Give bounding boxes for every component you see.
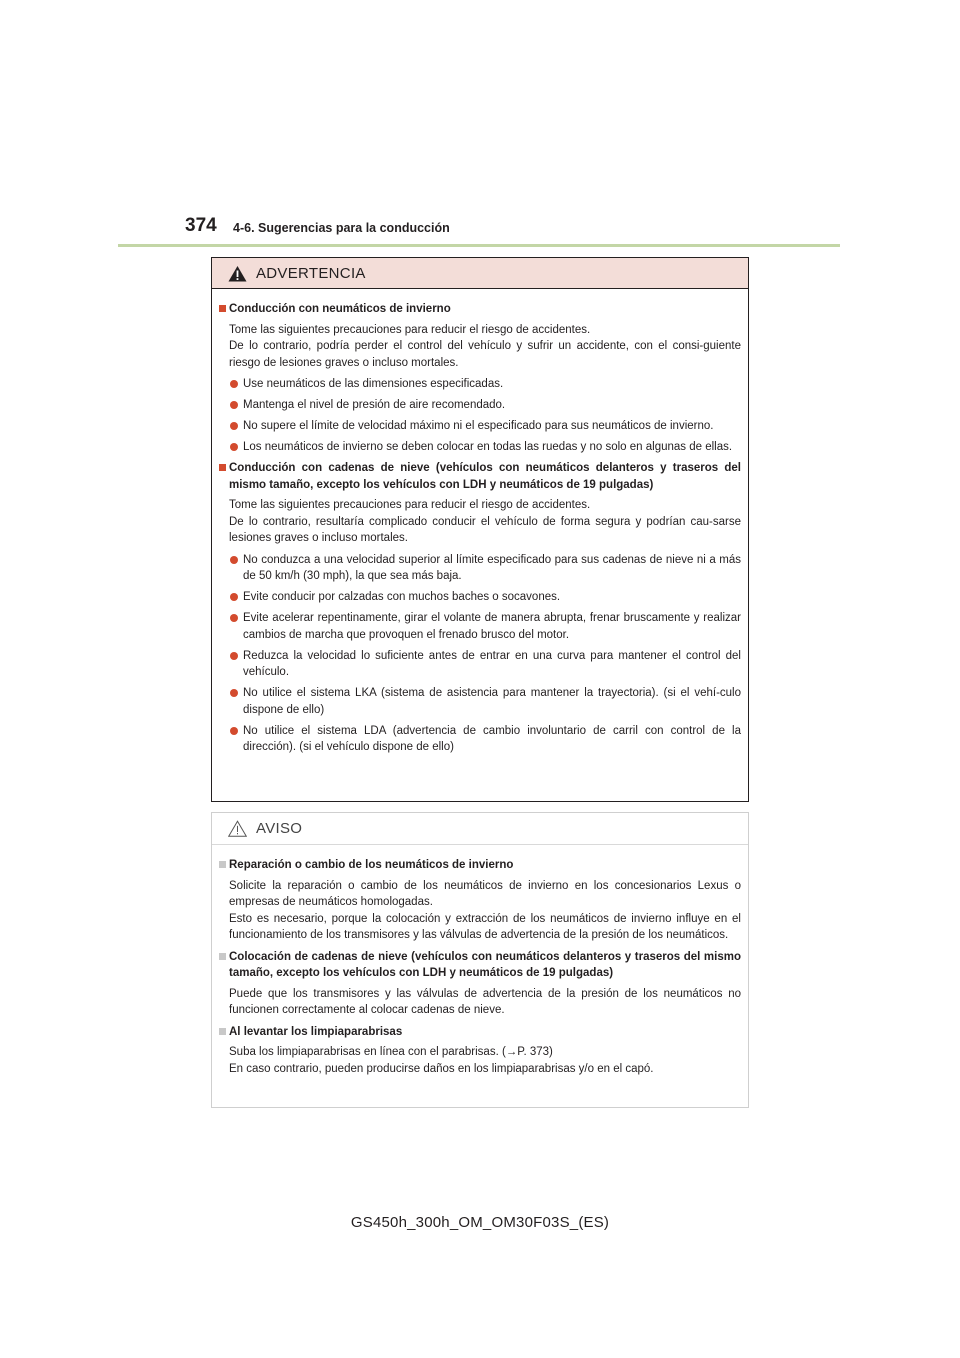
section-heading: Al levantar los limpiaparabrisas	[219, 1024, 741, 1041]
section-heading: Conducción con neumáticos de invierno	[219, 301, 741, 318]
bullet-item: No utilice el sistema LKA (sistema de asistencia para mantener la trayectoria). (si el vehí-culo dispone de ello)	[219, 685, 741, 718]
paragraph: Tome las siguientes precauciones para reducir el riesgo de accidentes.	[229, 499, 591, 511]
warning-title: ADVERTENCIA	[256, 264, 366, 282]
header-rule	[118, 244, 840, 247]
paragraph: Solicite la reparación o cambio de los neumáticos de invierno en los concesionarios Lexus o empresas de neumáticos homologadas.	[229, 879, 741, 908]
section-heading: Conducción con cadenas de nieve (vehículos con neumáticos delanteros y traseros del mismo tamaño, excepto los vehículos con LDH y neumáticos de 19 pulgadas)	[219, 460, 741, 493]
bullet-item: No conduzca a una velocidad superior al límite especificado para sus cadenas de nieve ni a más de 50 km/h (30 mph), la que sea más baja.	[219, 552, 741, 585]
warning-box	[211, 257, 749, 802]
paragraph: De lo contrario, resultaría complicado conducir el vehículo de forma segura y podrían cau-sarse lesiones graves o incluso mortales.	[229, 515, 741, 544]
bullet-item: Use neumáticos de las dimensiones especificadas.	[219, 376, 741, 393]
warning-triangle-icon	[228, 265, 247, 282]
bullet-item: Los neumáticos de invierno se deben colocar en todas las ruedas y no solo en algunas de ellas.	[219, 439, 741, 456]
warning-header	[212, 258, 748, 289]
bullet-item: No utilice el sistema LDA (advertencia de cambio involuntario de carril con control de la dirección). (si el vehículo dispone de ello)	[219, 723, 741, 756]
document-code: GS450h_300h_OM_OM30F03S_(ES)	[350, 1214, 610, 1231]
section-heading: Colocación de cadenas de nieve (vehículos con neumáticos delanteros y traseros del mismo tamaño, excepto los vehículos con LDH y neumáticos de 19 pulgadas)	[219, 949, 741, 982]
paragraph: De lo contrario, podría perder el control del vehículo y sufrir un accidente, con el consi-guiente riesgo de lesiones graves o incluso mortales.	[229, 340, 741, 369]
paragraph: En caso contrario, pueden producirse daños en los limpiaparabrisas y/o en el capó.	[229, 1062, 654, 1075]
bullet-item: Reduzca la velocidad lo suficiente antes de entrar en una curva para mantener el control del vehículo.	[219, 648, 741, 681]
bullet-item: Evite conducir por calzadas con muchos baches o socavones.	[219, 589, 741, 606]
notice-header	[212, 813, 748, 845]
page-number: 374	[185, 215, 217, 236]
bullet-item: No supere el límite de velocidad máximo ni el especificado para sus neumáticos de invierno.	[219, 418, 741, 435]
paragraph: Suba los limpiaparabrisas en línea con el parabrisas. (→P. 373)	[229, 1046, 553, 1058]
notice-title: AVISO	[256, 820, 303, 837]
notice-body	[212, 845, 748, 1077]
section-heading: Reparación o cambio de los neumáticos de invierno	[219, 857, 741, 874]
bullet-item: Mantenga el nivel de presión de aire recomendado.	[219, 397, 741, 414]
section-title: 4-6. Sugerencias para la conducción	[233, 221, 450, 235]
paragraph: Esto es necesario, porque la colocación y extracción de los neumáticos de invierno influye en el funcionamiento de los transmisores y las válvulas de advertencia de la presión de los neumáticos.	[229, 912, 741, 941]
bullet-item: Evite acelerar repentinamente, girar el volante de manera abrupta, frenar bruscamente y realizar cambios de marcha que provoquen el frenado brusco del motor.	[219, 610, 741, 643]
notice-box	[211, 812, 749, 1108]
paragraph: Puede que los transmisores y las válvulas de advertencia de la presión de los neumáticos no funcionen correctamente al colocar cadenas de nieve.	[229, 987, 741, 1016]
caution-triangle-icon	[228, 820, 247, 837]
paragraph: Tome las siguientes precauciones para reducir el riesgo de accidentes.	[229, 323, 591, 336]
warning-body	[212, 289, 748, 756]
